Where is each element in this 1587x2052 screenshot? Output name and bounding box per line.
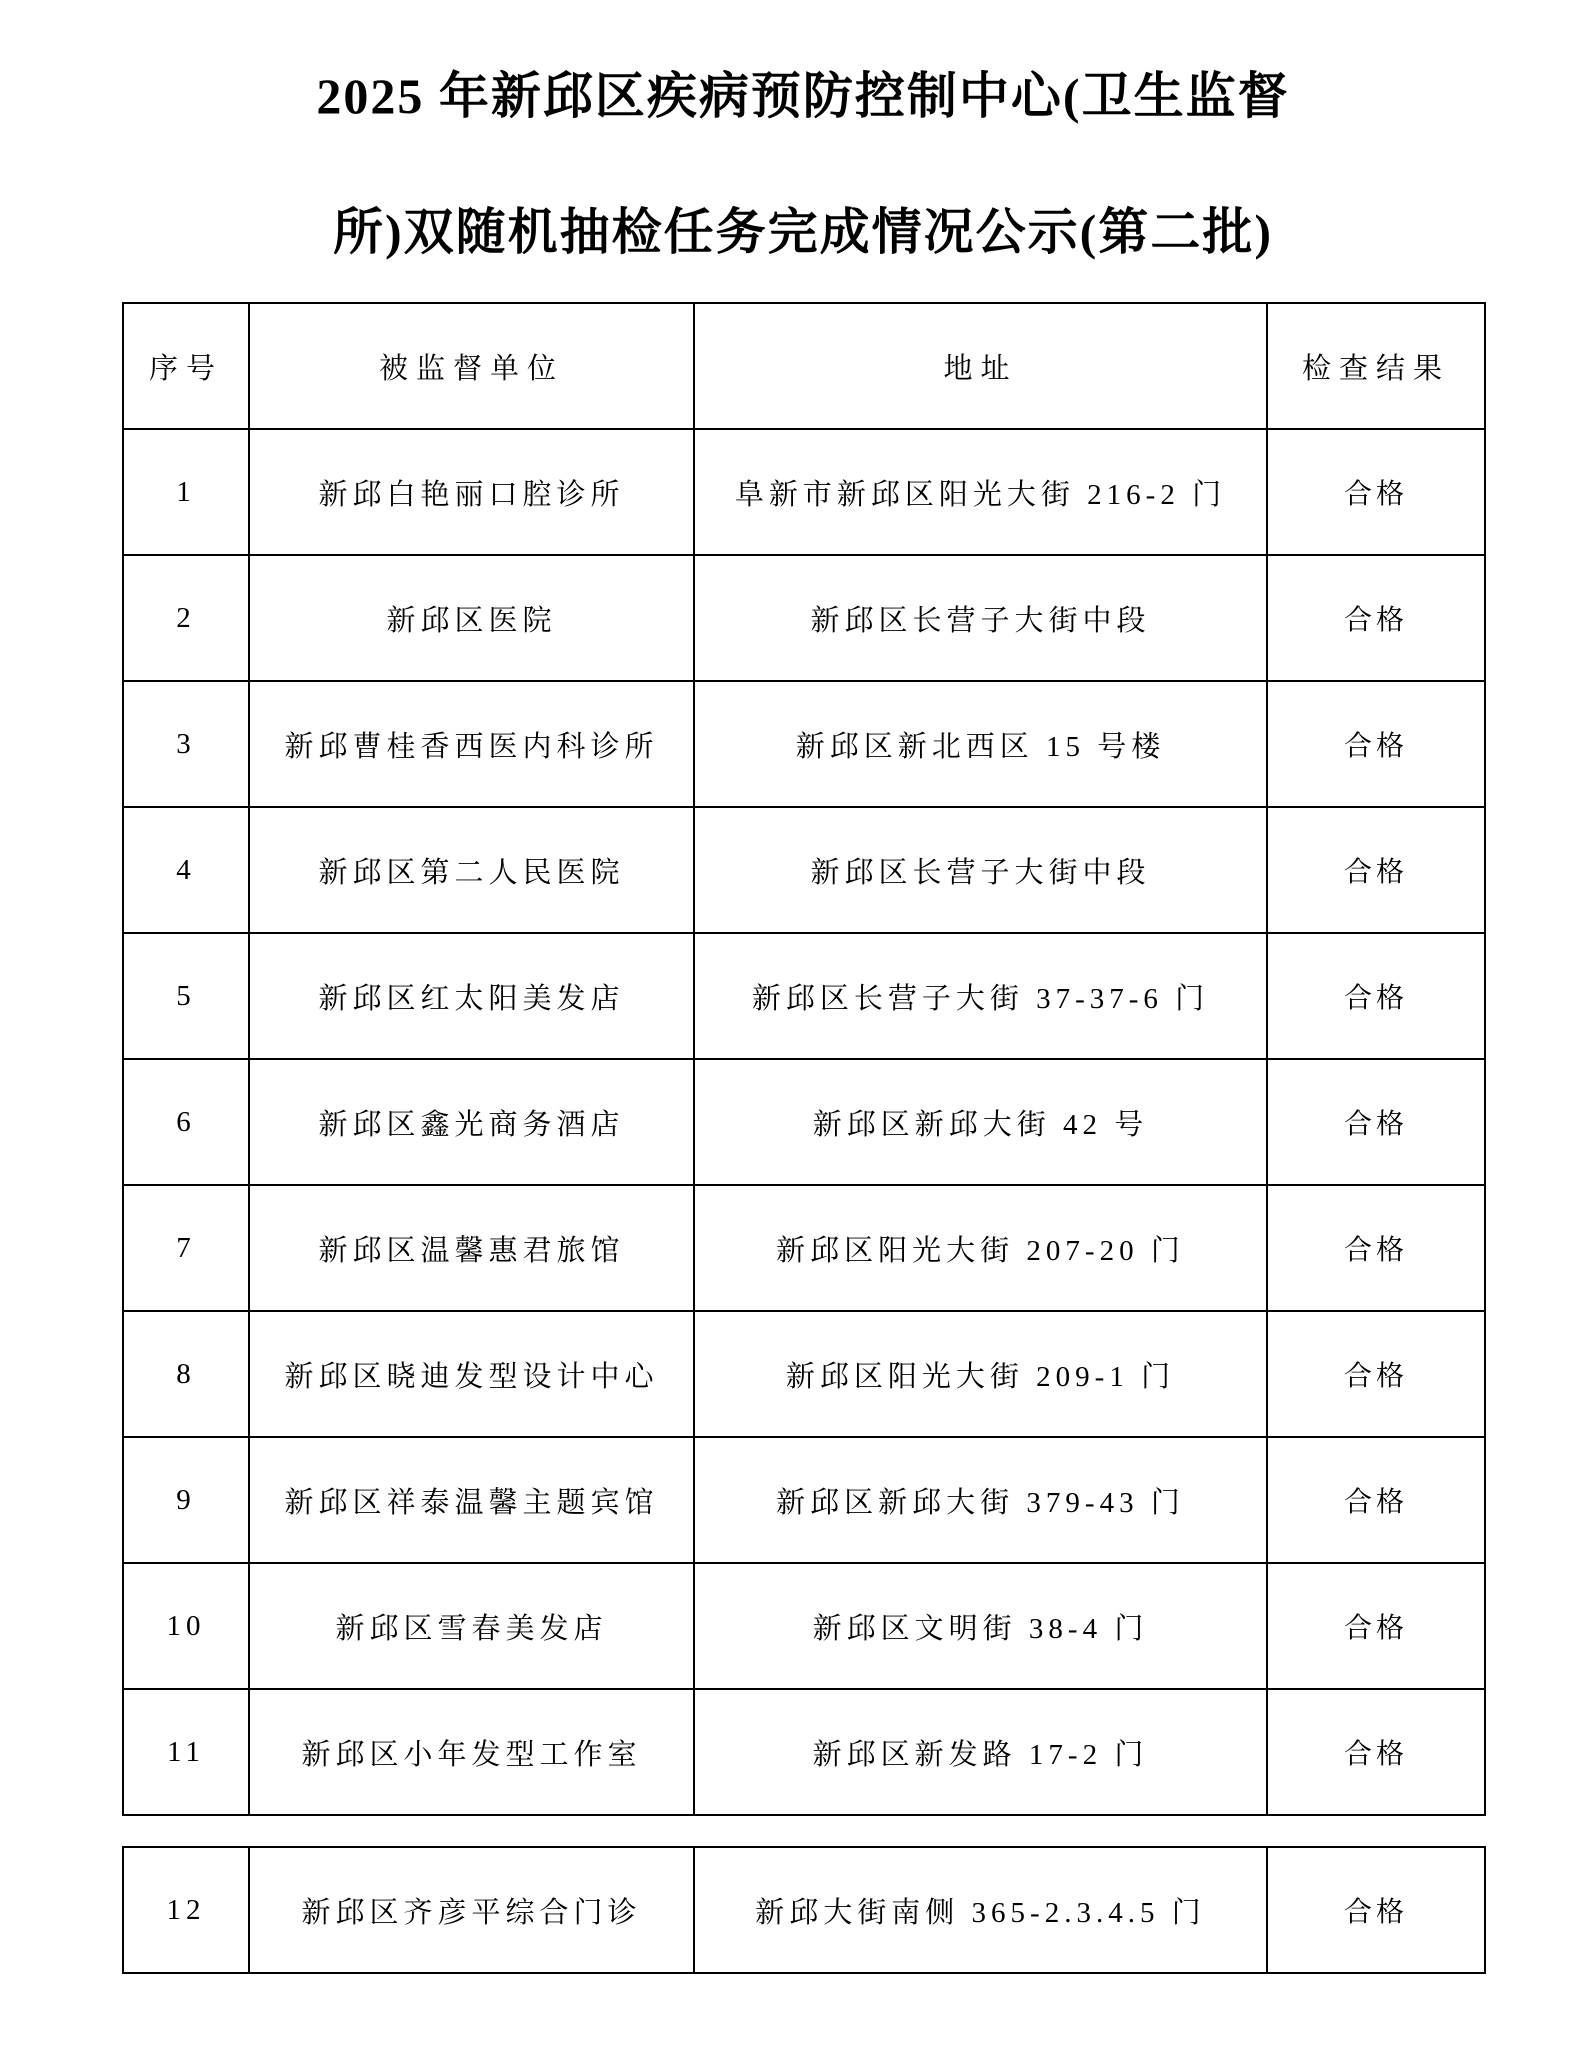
table-row — [123, 1437, 1485, 1563]
cell-supervised-unit: 新邱曹桂香西医内科诊所 — [249, 681, 694, 807]
table-row — [123, 807, 1485, 933]
table-row — [123, 555, 1485, 681]
table-row — [123, 933, 1485, 1059]
cell-sequence-number: 3 — [123, 681, 249, 807]
table-body-continuation — [123, 1847, 1485, 1973]
cell-supervised-unit: 新邱区小年发型工作室 — [249, 1689, 694, 1815]
table-row — [123, 1847, 1485, 1973]
cell-address: 新邱区文明街 38-4 门 — [694, 1563, 1267, 1689]
cell-address: 新邱区长营子大街中段 — [694, 807, 1267, 933]
cell-inspection-result: 合格 — [1267, 1563, 1485, 1689]
cell-supervised-unit: 新邱区鑫光商务酒店 — [249, 1059, 694, 1185]
cell-inspection-result: 合格 — [1267, 807, 1485, 933]
cell-sequence-number: 4 — [123, 807, 249, 933]
cell-supervised-unit: 新邱区温馨惠君旅馆 — [249, 1185, 694, 1311]
cell-inspection-result: 合格 — [1267, 429, 1485, 555]
table-header — [123, 303, 1485, 429]
cell-inspection-result: 合格 — [1267, 1847, 1485, 1973]
cell-inspection-result: 合格 — [1267, 681, 1485, 807]
cell-inspection-result: 合格 — [1267, 1311, 1485, 1437]
cell-sequence-number: 6 — [123, 1059, 249, 1185]
cell-sequence-number: 9 — [123, 1437, 249, 1563]
cell-address: 阜新市新邱区阳光大街 216-2 门 — [694, 429, 1267, 555]
page-title — [122, 28, 1484, 300]
inspection-results-table-continuation — [122, 1846, 1486, 1974]
table-header-row — [123, 303, 1485, 429]
cell-sequence-number: 1 — [123, 429, 249, 555]
cell-address: 新邱区新北西区 15 号楼 — [694, 681, 1267, 807]
table-row — [123, 1059, 1485, 1185]
table-row — [123, 1311, 1485, 1437]
table-body — [123, 429, 1485, 1815]
cell-supervised-unit: 新邱区齐彦平综合门诊 — [249, 1847, 694, 1973]
cell-inspection-result: 合格 — [1267, 1185, 1485, 1311]
table-row — [123, 1689, 1485, 1815]
table-row — [123, 429, 1485, 555]
cell-sequence-number: 8 — [123, 1311, 249, 1437]
column-header-sequence: 序号 — [123, 303, 249, 429]
cell-sequence-number: 2 — [123, 555, 249, 681]
cell-inspection-result: 合格 — [1267, 933, 1485, 1059]
cell-address: 新邱区阳光大街 209-1 门 — [694, 1311, 1267, 1437]
cell-address: 新邱区阳光大街 207-20 门 — [694, 1185, 1267, 1311]
table-row — [123, 681, 1485, 807]
cell-inspection-result: 合格 — [1267, 1437, 1485, 1563]
cell-address: 新邱区新邱大街 379-43 门 — [694, 1437, 1267, 1563]
cell-sequence-number: 10 — [123, 1563, 249, 1689]
cell-inspection-result: 合格 — [1267, 1059, 1485, 1185]
cell-supervised-unit: 新邱区医院 — [249, 555, 694, 681]
table-row — [123, 1185, 1485, 1311]
cell-supervised-unit: 新邱区第二人民医院 — [249, 807, 694, 933]
cell-supervised-unit: 新邱白艳丽口腔诊所 — [249, 429, 694, 555]
cell-supervised-unit: 新邱区雪春美发店 — [249, 1563, 694, 1689]
table-row — [123, 1563, 1485, 1689]
cell-supervised-unit: 新邱区祥泰温馨主题宾馆 — [249, 1437, 694, 1563]
page-title-line-1: 2025 年新邱区疾病预防控制中心(卫生监督 — [316, 68, 1290, 124]
cell-address: 新邱区新邱大街 42 号 — [694, 1059, 1267, 1185]
cell-sequence-number: 5 — [123, 933, 249, 1059]
cell-address: 新邱大街南侧 365-2.3.4.5 门 — [694, 1847, 1267, 1973]
cell-address: 新邱区新发路 17-2 门 — [694, 1689, 1267, 1815]
cell-supervised-unit: 新邱区红太阳美发店 — [249, 933, 694, 1059]
cell-address: 新邱区长营子大街中段 — [694, 555, 1267, 681]
cell-inspection-result: 合格 — [1267, 555, 1485, 681]
cell-sequence-number: 11 — [123, 1689, 249, 1815]
cell-sequence-number: 7 — [123, 1185, 249, 1311]
column-header-supervised-unit: 被监督单位 — [249, 303, 694, 429]
cell-supervised-unit: 新邱区晓迪发型设计中心 — [249, 1311, 694, 1437]
cell-address: 新邱区长营子大街 37-37-6 门 — [694, 933, 1267, 1059]
column-header-address: 地址 — [694, 303, 1267, 429]
column-header-inspection-result: 检查结果 — [1267, 303, 1485, 429]
cell-inspection-result: 合格 — [1267, 1689, 1485, 1815]
inspection-results-table — [122, 302, 1486, 1816]
cell-sequence-number: 12 — [123, 1847, 249, 1973]
page-title-line-2: 所)双随机抽检任务完成情况公示(第二批) — [333, 204, 1273, 260]
